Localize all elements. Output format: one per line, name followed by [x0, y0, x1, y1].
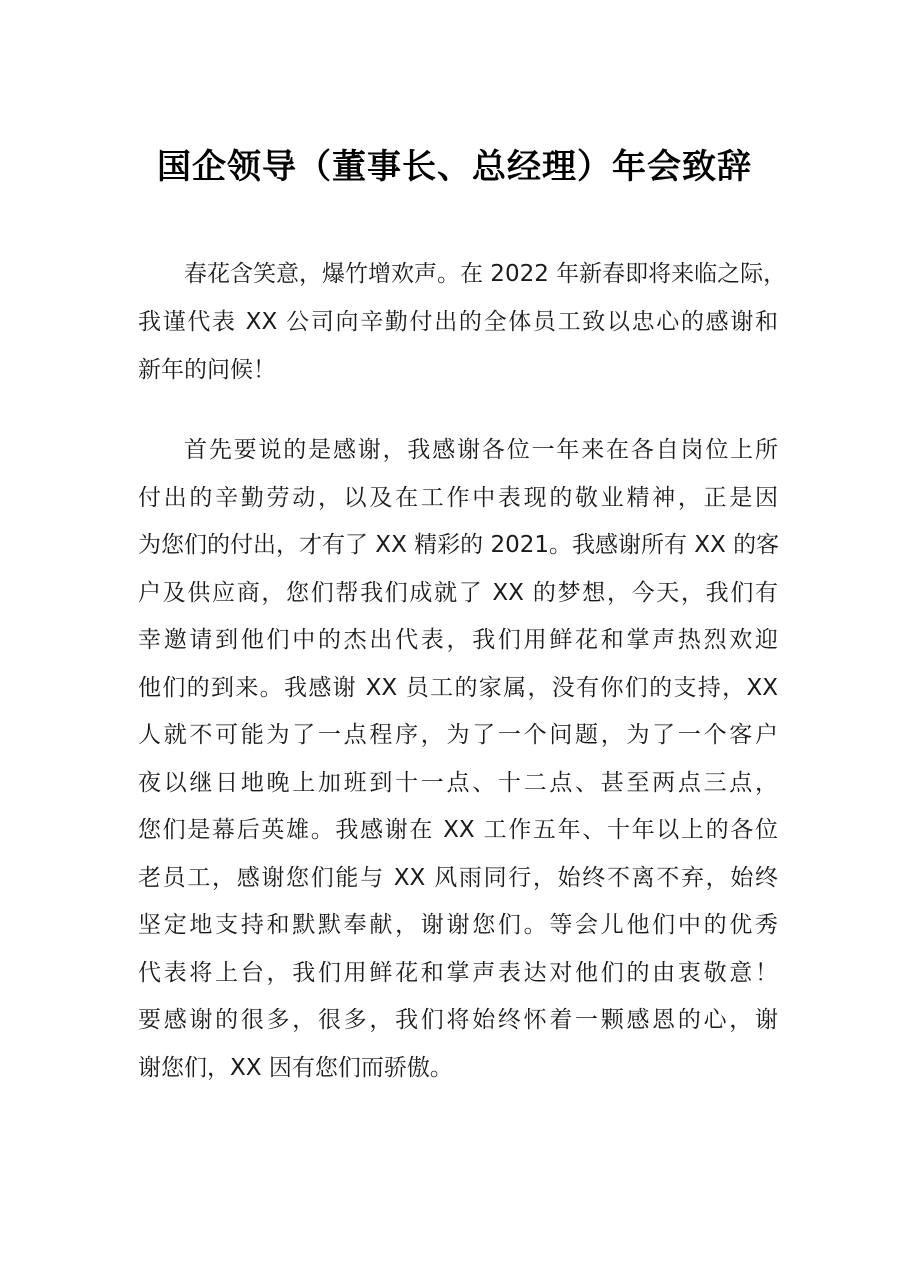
paragraph-greeting [138, 250, 787, 394]
paragraph-line: 新年的问候！ [138, 357, 276, 383]
paragraph-line: 代表将上台，我们用鲜花和掌声表达对他们的由衷敬意！ [138, 959, 778, 986]
paragraph-line: 谢您们，XX 因有您们而骄傲。 [138, 1054, 453, 1081]
paragraph-line: 您们是幕后英雄。我感谢在 XX 工作五年、十年以上的各位 [138, 817, 778, 843]
paragraph-line: 要感谢的很多，很多，我们将始终怀着一颗感恩的心，谢 [138, 1007, 778, 1033]
paragraph-line: 首先要说的是感谢，我感谢各位一年来在各自岗位上所 [184, 437, 778, 463]
paragraph-line: 春花含笑意，爆竹增欢声。在 2022 年新春即将来临之际， [184, 261, 787, 287]
paragraph-thanks [138, 427, 778, 1092]
paragraph-line: 为您们的付出，才有了 XX 精彩的 2021。我感谢所有 XX 的客 [138, 532, 780, 558]
paragraph-line: 夜以继日地晚上加班到十一点、十二点、甚至两点三点， [138, 769, 778, 796]
paragraph-line: 幸邀请到他们中的杰出代表，我们用鲜花和掌声热烈欢迎 [138, 627, 778, 653]
paragraph-line: 户及供应商，您们帮我们成就了 XX 的梦想，今天，我们有 [138, 579, 778, 606]
paragraph-line: 付出的辛勤劳动，以及在工作中表现的敬业精神，正是因 [138, 484, 778, 511]
document-title: 国企领导（董事长、总经理）年会致辞 [157, 147, 752, 187]
paragraph-line: 老员工，感谢您们能与 XX 风雨同行，始终不离不弃，始终 [138, 864, 778, 891]
paragraph-line: 坚定地支持和默默奉献，谢谢您们。等会儿他们中的优秀 [138, 912, 778, 938]
paragraph-line: 人就不可能为了一点程序，为了一个问题，为了一个客户 [138, 722, 778, 748]
paragraph-line: 我谨代表 XX 公司向辛勤付出的全体员工致以忠心的感谢和 [138, 309, 778, 335]
paragraph-line: 他们的到来。我感谢 XX 员工的家属，没有你们的支持，XX [138, 674, 778, 701]
